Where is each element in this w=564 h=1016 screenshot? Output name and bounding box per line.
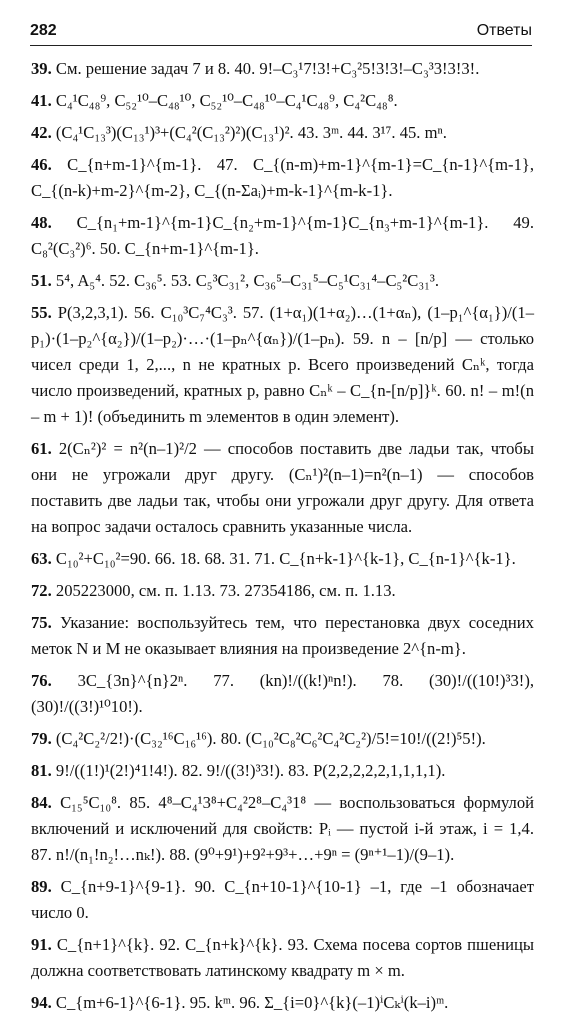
answer-text: P(3,2,3,1). 56. C₁₀³C₇⁴C₃³. 57. (1+α₁)(1+α₂)…(1+αₙ), (1–p₁^{α₁})/(1–p₁)·(1–p₂^{α₂})/(1–p₂)·…·(1–pₙ^{αₙ})/(1–pₙ). 59. n – [n/p] — столько чисел среди 1, 2,..., n не кратных p. Всего произведений Cₙᵏ, тогда число произведений, кратных p, равно Cₙᵏ – C_{n-[n/p]}ᵏ. 60. n! – m!(n – m + 1)! (объединить m элементов в один элемент).	[31, 303, 534, 426]
answer-number: 75.	[31, 613, 52, 632]
answer-number: 48.	[31, 213, 52, 232]
answer-41	[31, 88, 534, 114]
answer-number: 84.	[31, 793, 52, 812]
section-title: Ответы	[476, 22, 532, 39]
answer-55	[31, 300, 534, 430]
answer-number: 91.	[31, 935, 52, 954]
answer-text: (C₄¹C₁₃³)(C₁₃¹)³+(C₄²(C₁₃²)²)(C₁₃¹)². 43. 3ᵐ. 44. 3¹⁷. 45. mⁿ.	[55, 123, 447, 142]
answer-76	[31, 668, 534, 720]
answer-51	[31, 268, 534, 294]
answer-text: 3C_{3n}^{n}2ⁿ. 77. (kn)!/((k!)ⁿn!). 78. (30)!/((10!)³3!), (30)!/((3!)¹⁰10!).	[31, 671, 534, 716]
answer-number: 76.	[31, 671, 52, 690]
answer-text: См. решение задач 7 и 8. 40. 9!–C₃¹7!3!+C₃²5!3!3!–C₃³3!3!3!.	[55, 59, 480, 78]
answer-46	[31, 152, 534, 204]
answer-75	[31, 610, 534, 662]
answer-text: C_{n+9-1}^{9-1}. 90. C_{n+10-1}^{10-1} –1, где –1 обозначает число 0.	[31, 877, 534, 922]
answer-48	[31, 210, 534, 262]
answer-number: 81.	[31, 761, 52, 780]
answer-number: 39.	[31, 59, 52, 78]
answer-number: 51.	[31, 271, 52, 290]
answer-number: 55.	[31, 303, 52, 322]
answer-number: 61.	[31, 439, 52, 458]
answer-text: 5⁴, A₅⁴. 52. C₃₆⁵. 53. C₅³C₃₁², C₃₆⁵–C₃₁⁵–C₅¹C₃₁⁴–C₅²C₃₁³.	[55, 271, 440, 290]
answer-61	[31, 436, 534, 540]
answer-number: 63.	[31, 549, 52, 568]
answer-text: C₁₀²+C₁₀²=90. 66. 18. 68. 31. 71. C_{n+k-1}^{k-1}, C_{n-1}^{k-1}.	[55, 549, 516, 568]
answer-number: 94.	[31, 993, 52, 1012]
answer-number: 41.	[31, 91, 52, 110]
answer-number: 72.	[31, 581, 52, 600]
answer-89	[31, 874, 534, 926]
answer-84	[31, 790, 534, 868]
page-number: 282	[30, 22, 57, 39]
answer-text: C_{m+6-1}^{6-1}. 95. kᵐ. 96. Σ_{i=0}^{k}(–1)ⁱCₖⁱ(k–i)ᵐ.	[55, 993, 449, 1012]
answer-text: Указание: воспользуйтесь тем, что перестановка двух соседних меток N и M не оказывает влияния на произведение 2^{n-m}.	[31, 613, 534, 658]
answer-number: 79.	[31, 729, 52, 748]
answer-text: C₁₅⁵C₁₀⁸. 85. 4⁸–C₄¹3⁸+C₄²2⁸–C₄³1⁸ — воспользоваться формулой включений и исключений для свойств: Pᵢ — пустой i-й этаж, i = 1,4. 87. n!/(n₁!n₂!…nₖ!). 88. (9⁰+9¹)+9²+9³+…+9ⁿ = (9ⁿ⁺¹–1)/(9–1).	[31, 793, 535, 864]
answer-text: 2(Cₙ²)² = n²(n–1)²/2 — способов поставить две ладьи так, чтобы они не угрожали друг другу. (Cₙ¹)²(n–1)=n²(n–1) — способов поставить две ладьи так, чтобы они угрожали друг другу. Для ответа на вопрос задачи осталось сравнить указанные числа.	[31, 439, 534, 536]
answer-42	[31, 120, 534, 146]
answer-91	[31, 932, 534, 984]
answer-number: 89.	[31, 877, 52, 896]
answer-81	[31, 758, 534, 784]
answer-text: C_{n+m-1}^{m-1}. 47. C_{(n-m)+m-1}^{m-1}=C_{n-1}^{m-1}, C_{(n-k)+m-2}^{m-2}, C_{(n-Σaᵢ)+m-k-1}^{m-k-1}.	[31, 155, 534, 200]
answer-text: (C₄²C₂²/2!)·(C₃₂¹⁶C₁₆¹⁶). 80. (C₁₀²C₈²C₆²C₄²C₂²)/5!=10!/((2!)⁵5!).	[55, 729, 486, 748]
answer-text: C_{n+1}^{k}. 92. C_{n+k}^{k}. 93. Схема посева сортов пшеницы должна соответствовать латинскому квадрату m × m.	[31, 935, 534, 980]
answer-text: 9!/((1!)¹(2!)⁴1!4!). 82. 9!/((3!)³3!). 83. P(2,2,2,2,2,1,1,1,1).	[55, 761, 446, 780]
answer-number: 42.	[31, 123, 52, 142]
answers-list	[31, 56, 535, 1012]
answer-39	[31, 56, 534, 82]
answer-72	[31, 578, 534, 604]
answer-63	[31, 546, 534, 572]
answer-number: 46.	[31, 155, 52, 174]
header-rule	[30, 45, 532, 46]
answer-text: C₄¹C₄₈⁹, C₅₂¹⁰–C₄₈¹⁰, C₅₂¹⁰–C₄₈¹⁰–C₄¹C₄₈⁹, C₄²C₄₈⁸.	[55, 91, 398, 110]
page-header	[30, 22, 532, 44]
answer-text: C_{n₁+m-1}^{m-1}C_{n₂+m-1}^{m-1}C_{n₃+m-1}^{m-1}. 49. C₈²(C₃²)⁶. 50. C_{n+m-1}^{m-1}.	[31, 213, 534, 258]
answer-94	[31, 990, 534, 1016]
answer-79	[31, 726, 534, 752]
answer-text: 205223000, см. п. 1.13. 73. 27354186, см. п. 1.13.	[55, 581, 396, 600]
